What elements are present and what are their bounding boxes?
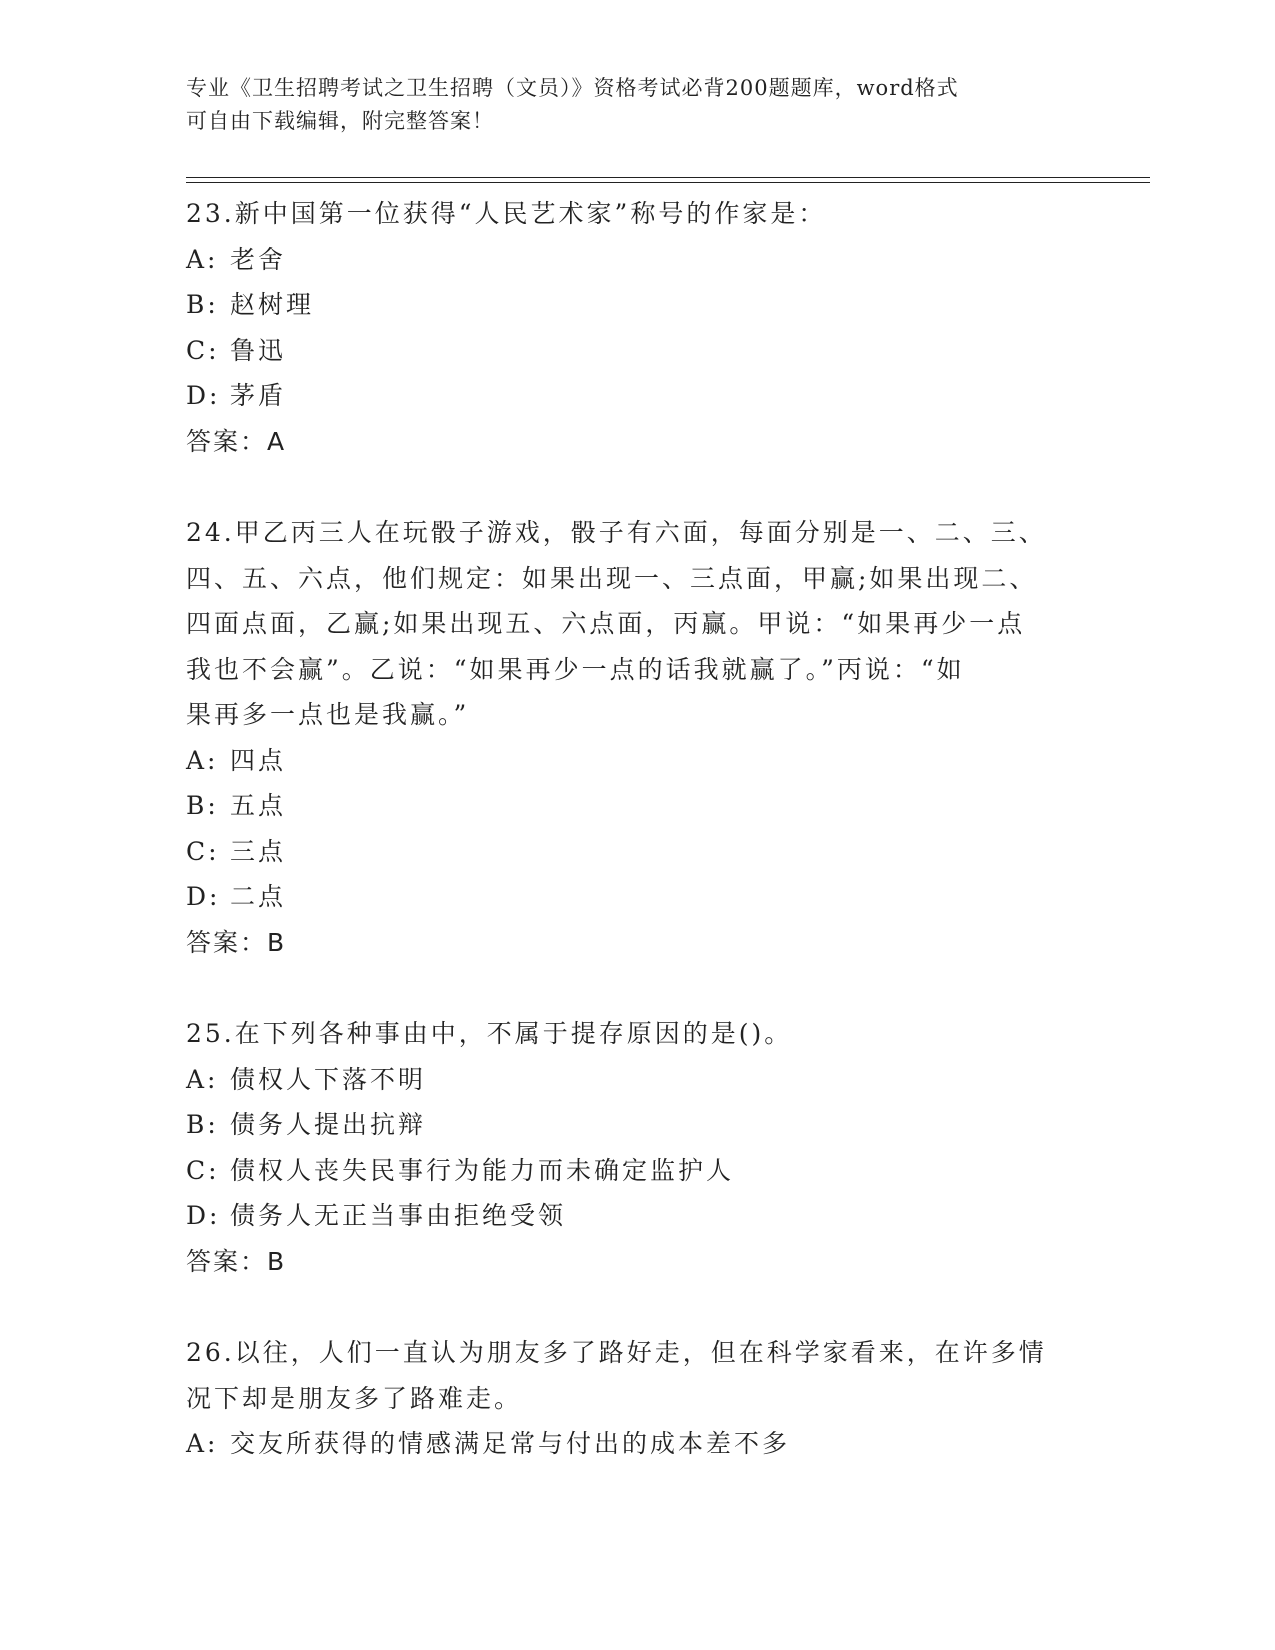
answer-line: 答案：B xyxy=(186,1246,287,1276)
option-d xyxy=(186,373,1086,419)
option-label: C: xyxy=(186,335,220,365)
option-a xyxy=(186,738,1086,784)
option-text: 四点 xyxy=(230,745,287,775)
option-label: C: xyxy=(186,836,220,866)
option-label: B: xyxy=(186,290,219,319)
question-stem-line: 四、五、六点，他们规定：如果出现一、三点面，甲赢;如果出现二、 xyxy=(186,563,1038,593)
option-d xyxy=(186,1193,1086,1239)
option-b xyxy=(186,282,1086,328)
question-stem-line: 24.甲乙丙三人在玩骰子游戏，骰子有六面，每面分别是一、二、三、 xyxy=(186,518,1047,547)
answer-line: 答案：A xyxy=(186,426,287,456)
answer-line: 答案：B xyxy=(186,927,287,957)
question-25 xyxy=(186,1011,1086,1284)
option-label: B: xyxy=(186,791,219,820)
question-stem-line: 况下却是朋友多了路难走。 xyxy=(186,1383,523,1413)
question-spacer xyxy=(186,464,1086,510)
question-26 xyxy=(186,1330,1086,1467)
option-text: 债权人丧失民事行为能力而未确定监护人 xyxy=(230,1155,735,1185)
document-header xyxy=(186,72,1086,138)
option-label: D: xyxy=(186,1201,221,1230)
question-stem: 25.在下列各种事由中，不属于提存原因的是()。 xyxy=(186,1019,793,1048)
option-c xyxy=(186,829,1086,875)
option-text: 茅盾 xyxy=(230,381,287,410)
option-a xyxy=(186,237,1086,283)
question-stem-line: 果再多一点也是我赢。” xyxy=(186,700,470,729)
option-a xyxy=(186,1421,1086,1467)
option-d xyxy=(186,874,1086,920)
question-23 xyxy=(186,191,1086,464)
option-text: 交友所获得的情感满足常与付出的成本差不多 xyxy=(230,1429,791,1458)
option-label: A: xyxy=(186,1064,219,1094)
question-stem-line: 四面点面，乙赢;如果出现五、六点面，丙赢。甲说：“如果再少一点 xyxy=(186,609,1026,638)
option-label: C: xyxy=(186,1155,220,1185)
option-label: A: xyxy=(186,745,219,775)
option-label: B: xyxy=(186,1110,219,1139)
option-text: 赵树理 xyxy=(230,290,315,319)
header-divider-bottom xyxy=(186,182,1150,183)
option-label: D: xyxy=(186,381,221,410)
option-c xyxy=(186,328,1086,374)
option-b xyxy=(186,783,1086,829)
question-stem-line: 26.以往，人们一直认为朋友多了路好走，但在科学家看来，在许多情 xyxy=(186,1338,1047,1367)
question-stem: 23.新中国第一位获得“人民艺术家”称号的作家是： xyxy=(186,199,827,228)
header-line-2: 可自由下载编辑，附完整答案！ xyxy=(186,109,494,133)
option-b xyxy=(186,1102,1086,1148)
option-text: 二点 xyxy=(230,882,287,911)
header-line-1: 专业《卫生招聘考试之卫生招聘（文员）》资格考试必背200题题库，word格式 xyxy=(186,76,959,100)
option-label: A: xyxy=(186,1429,219,1458)
option-text: 三点 xyxy=(230,836,287,866)
option-a xyxy=(186,1057,1086,1103)
option-text: 债务人无正当事由拒绝受领 xyxy=(230,1201,567,1230)
question-stem-line: 我也不会赢”。乙说：“如果再少一点的话我就赢了。”丙说：“如 xyxy=(186,654,965,684)
question-spacer xyxy=(186,1284,1086,1330)
question-spacer xyxy=(186,965,1086,1011)
option-text: 鲁迅 xyxy=(230,335,287,365)
question-list xyxy=(186,191,1086,1467)
option-label: A: xyxy=(186,244,219,274)
option-text: 债权人下落不明 xyxy=(230,1064,427,1094)
option-text: 债务人提出抗辩 xyxy=(230,1110,427,1139)
question-24 xyxy=(186,510,1086,965)
option-text: 五点 xyxy=(230,791,287,820)
header-divider-top xyxy=(186,177,1150,178)
option-label: D: xyxy=(186,882,221,911)
option-c xyxy=(186,1148,1086,1194)
option-text: 老舍 xyxy=(230,244,287,274)
